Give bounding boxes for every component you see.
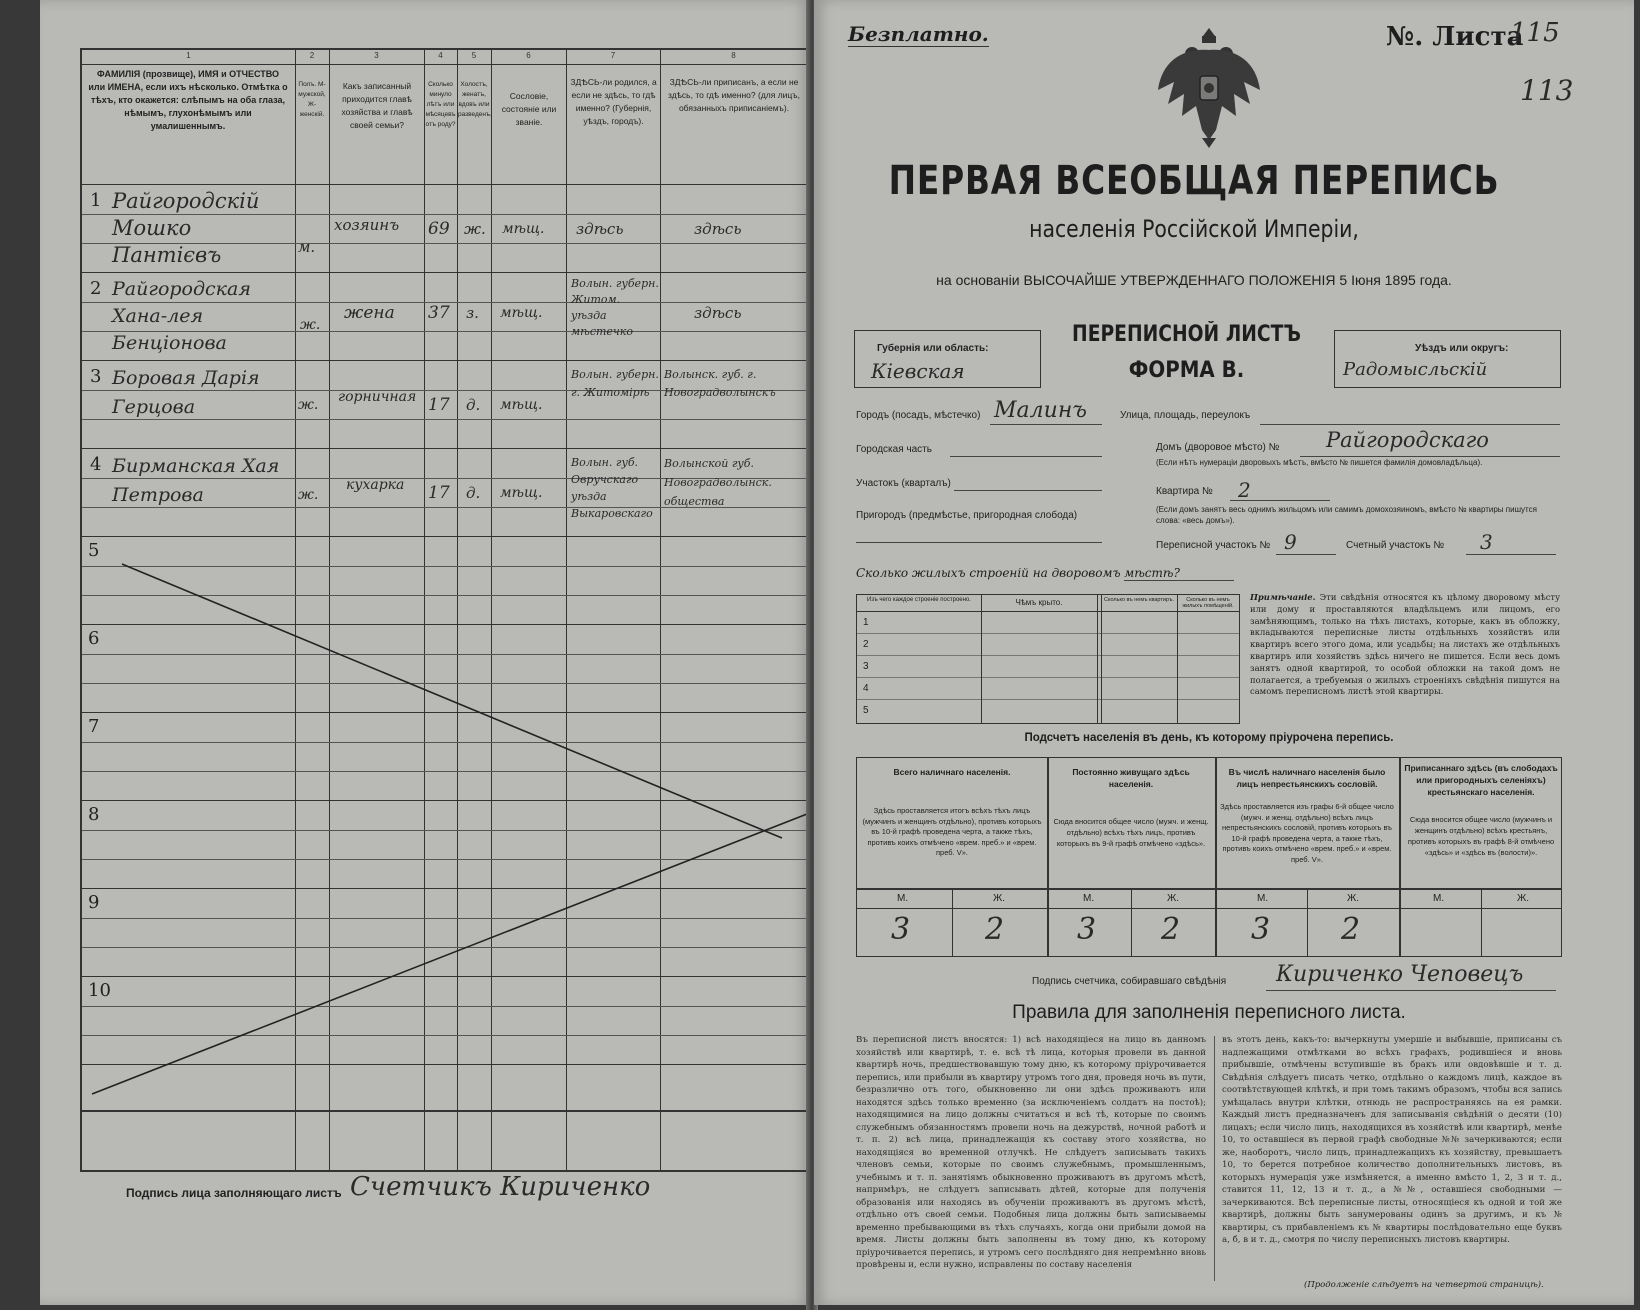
city-value: Малинъ [994, 398, 1087, 423]
count-head-total: Всего наличнаго населенія. [893, 767, 1011, 777]
row-4-marital: д. [466, 484, 481, 502]
col-header-estate: Сословіе, состояніе или званіе. [501, 91, 557, 127]
col-header-relation: Какъ записанный приходится главѣ хозяйства и главѣ своей семьи? [341, 81, 413, 130]
count-total-m: 3 [891, 912, 911, 947]
row-number-4: 4 [90, 454, 102, 475]
row-4-born: Волын. губ. Овручскаго уѣзда Выкаровскаго [571, 456, 653, 520]
count-section-label: Счетный участокъ № [1346, 540, 1445, 551]
count-permanent-f: 2 [1161, 912, 1181, 947]
col-number-3: 3 [374, 51, 379, 60]
row-2-estate: мѣщ. [500, 305, 543, 321]
buildings-header-apartments: Сколько въ немъ квартиръ. [1104, 597, 1174, 603]
row-number-9: 9 [88, 892, 100, 913]
row-3-registered: Волынск. губ. г. Новоградволынскъ [664, 368, 776, 399]
count-desc-permanent: Сюда вносится общее число (мужч. и женщ. отдѣльно) всѣхъ тѣхъ лицъ, противъ которыхъ въ 9-й графѣ отмѣчено «здѣсь». [1053, 817, 1209, 848]
buildings-question: Сколько жилыхъ строеній на дворовомъ мѣстѣ? [856, 566, 1180, 580]
row-3-estate: мѣщ. [500, 397, 543, 413]
document-title: ПЕРВАЯ ВСЕОБЩАЯ ПЕРЕПИСЬ [888, 158, 1500, 204]
continuation-note: (Продолженіе слѣдуетъ на четвертой страницѣ). [1304, 1280, 1544, 1290]
left-signature-value: Счетчикъ Кириченко [350, 1172, 651, 1202]
row-number-7: 7 [88, 716, 100, 737]
count-desc-total: Здѣсь проставляется итогъ всѣхъ тѣхъ лицъ (мужчинъ и женщинъ отдѣльно), противъ которыхъ въ 10-й графѣ проведена черта, а также тѣхъ, противъ коихъ отмѣчено «врем. преб.» и «врем. преб. V». [862, 806, 1042, 857]
district-label: Уѣздъ или округъ: [1415, 343, 1509, 354]
rules-column-1: Въ переписной листъ вносятся: 1) всѣ находящіеся на лицо въ данномъ хозяйствѣ или квартирѣ, т. е. всѣ тѣ лица, которыя провели въ данной квартирѣ ночь, предшествовавшую тому дню, къ которому пріурочивается перепись, или прибыли въ квартиру утромъ того дня, проведя ночь въ пути, безразлично отъ того, обыкновенно ли они здѣсь проживаютъ или находятся здѣсь только временно (за исключеніемъ солдатъ на постоѣ); находящимися на лицо должны считаться и всѣ тѣ, которые по своимъ служебнымъ обязанностямъ провели ночь на дежурствѣ, ночной работѣ и т. п. 2) всѣ лица, принадлежащія къ составу этого хозяйства, но находящіяся во временной отлучкѣ. Не слѣдуетъ записывать такихъ членовъ семьи, которые по своимъ служебнымъ, промышленнымъ, учебнымъ и т. п. занятіямъ обыкновенно проживаютъ въ другомъ мѣстѣ, напримѣръ, не слѣдуетъ записывать дѣтей, которые для полученія образованія или находясь въ обученіи проживаютъ въ другомъ мѣстѣ, отдѣльно отъ своей семьи. Подобныя лица должны быть записываемы временно пребывающими въ тѣхъ случаяхъ, когда они прибыли домой на время. Листы должны быть заполнены въ тому дню, къ которому пріурочивается перепись, и утромъ сего послѣдняго дня непремѣнно вновь провѣрены и, если нужно, исправлены по составу населенія [856, 1035, 1206, 1270]
sheet-number-alt: 113 [1520, 74, 1574, 107]
row-number-10: 10 [88, 980, 111, 1001]
buildings-header-roof: Чѣмъ крыто. [1015, 598, 1063, 607]
row-1-registered: здѣсь [694, 220, 742, 238]
col-header-sex: Полъ. М-мужской, Ж-женскій. [298, 81, 326, 118]
col-header-age: Сколько минуло лѣтъ или мѣсяцевъ отъ роду? [425, 81, 456, 128]
col-number-5: 5 [471, 51, 477, 60]
row-2-born: Волын. губерн. Житом. уѣзда мѣстечко [571, 277, 659, 338]
count-total-f: 2 [985, 912, 1005, 947]
mf-m-4: М. [1433, 893, 1445, 904]
note-text: Эти свѣдѣнія относятся къ цѣлому дворовому мѣсту или дому и проставляются владѣльцемъ или лицомъ, его замѣняющимъ, только на тѣхъ листахъ, которые, какъ въ обложку, вкладываются переписные листы отдѣльныхъ хозяйствъ или квартиръ всего этого дома, или усадьбы; на листахъ же отдѣльныхъ квартиръ или хозяйствъ здѣсь ничего не пишется. Если весь домъ занятъ одной квартирой, то особой обложки на такой домъ не полагается, а требуемыя о жилыхъ строеніяхъ свѣдѣнія пишутся на самомъ переписномъ листѣ этой квартиры. [1250, 592, 1560, 697]
crossed-out-rows-mark [82, 50, 807, 1170]
col-header-name: ФАМИЛІЯ (прозвище), ИМЯ и ОТЧЕСТВО или ИМЕНА, если ихъ нѣсколько. Отмѣтка о тѣхъ, кто окажется: слѣпымъ на оба глаза, нѣмымъ, глухонѣмымъ или умалишеннымъ. [88, 69, 288, 131]
row-1-sex: м. [298, 238, 316, 256]
free-stamp: Безплатно. [848, 22, 989, 46]
enumerator-signature: Кириченко Чеповецъ [1276, 962, 1524, 987]
district-value: Радомысльскій [1343, 359, 1488, 380]
row-4-estate: мѣщ. [500, 485, 543, 501]
mf-f-4: Ж. [1517, 893, 1530, 904]
col-number-1: 1 [186, 51, 191, 60]
mf-m-2: М. [1083, 893, 1095, 904]
row-4-age: 17 [428, 483, 450, 503]
rules-title: Правила для заполненія переписного листа. [1012, 1002, 1406, 1023]
row-3-name: Боровая Дарія Герцова [112, 367, 260, 418]
city-label: Городъ (посадъ, мѣстечко) [856, 410, 981, 421]
row-2-name: Райгородская Хана-лея Бенціонова [112, 278, 251, 354]
col-number-4: 4 [438, 51, 443, 60]
col-number-2: 2 [309, 51, 315, 60]
row-2-registered: здѣсь [694, 304, 742, 322]
right-page [814, 0, 1634, 1305]
buildings-header-material: Изъ чего каждое строеніе построено. [867, 597, 971, 603]
row-4-registered: Волынской губ. Новоградволынск. общества [664, 457, 772, 508]
census-household-table [80, 48, 809, 1172]
row-2-marital: з. [466, 304, 479, 322]
section-label: Участокъ (кварталъ) [856, 478, 951, 489]
province-value: Кіевская [871, 359, 965, 383]
mf-m-3: М. [1257, 893, 1269, 904]
house-value: Райгородскаго [1326, 428, 1489, 452]
house-note: (Если нѣтъ нумераціи дворовыхъ мѣстъ, вмѣсто № пишется фамилія домовладѣльца). [1156, 458, 1483, 467]
row-1-age: 69 [428, 219, 450, 239]
row-2-age: 37 [428, 303, 450, 323]
district-box [1334, 330, 1561, 388]
row-4-name: Бирманская Хая Петрова [112, 455, 280, 506]
population-count-title: Подсчетъ населенія въ день, къ которому пріурочена перепись. [1024, 732, 1394, 744]
count-section-value: 3 [1480, 530, 1493, 554]
rules-column-2: въ этотъ день, какъ-то: вычеркнуты умершіе и выбывшіе, приписаны съ надлежащими отмѣтками во всѣхъ графахъ, родившіеся и вновь прибывшіе, отмѣчены вступившіе въ бракъ или овдовѣвшіе и т. д. Свѣдѣнія слѣдуетъ писать четко, отдѣльно о каждомъ лицѣ, каждое въ соотвѣтствующей клѣткѣ, и при томъ такимъ образомъ, чтобы вся запись умѣщалась внутри клѣтки, отнюдь не распространяясь на ея рамки. Каждый листъ предназначенъ для записыванія свѣдѣній о десяти (10) лицахъ; если число лицъ, находящихся въ хозяйствѣ или квартирѣ, менѣе 10, то оставшіеся въ первой графѣ свободные №№ зачеркиваются; если же, наоборотъ, число лицъ, принадлежащихъ къ хозяйству, превышаетъ 10, то берется потребное количество дополнительныхъ листовъ, въ которыхъ нумерація уже измѣняется, а именно вмѣсто 1, 2, 3 и т. д., ставится 11, 12, 13 и т. д., а №№, оставшіеся свободными — зачеркиваются. Всѣ переписные листы, относящіеся къ одной и той же квартирѣ, должны быть занумерованы одинъ за другимъ, и къ № квартиры, съ прибавленіемъ къ № квартиры послѣдовательно еще буквъ а, б, в и т. д., смотря по числу переписныхъ листовъ квартиры. [1222, 1035, 1562, 1245]
buildings-note [1250, 592, 1560, 698]
imperial-eagle-icon [1154, 20, 1264, 150]
col-header-registered: ЗДѢСЬ-ли приписанъ, а если не здѣсь, то гдѣ именно? (для лицъ, обязанныхъ приписаніемъ). [668, 77, 800, 113]
left-page [40, 0, 810, 1305]
row-number-5: 5 [88, 540, 100, 561]
row-number-1: 1 [90, 190, 102, 211]
row-3-born: Волын. губерн. г. Житомірѣ [571, 368, 659, 399]
buildings-header-rooms: Сколько въ немъ жилыхъ помѣщеній. [1182, 597, 1234, 609]
row-3-sex: ж. [298, 397, 319, 413]
row-number-8: 8 [88, 804, 100, 825]
buildings-row-3: 3 [863, 661, 869, 672]
row-1-name: Райгородскій Мошко Пантієвъ [112, 189, 260, 267]
count-head-permanent: Постоянно живущаго здѣсь населенія. [1072, 767, 1190, 789]
document-basis: на основаніи ВЫСОЧАЙШЕ УТВЕРЖДЕННАГО ПОЛОЖЕНІЯ 5 Іюня 1895 года. [936, 272, 1452, 288]
row-number-2: 2 [90, 278, 102, 299]
sheet-number-label: №. Листа [1386, 22, 1524, 52]
col-number-7: 7 [610, 51, 616, 60]
population-count-table [856, 757, 1562, 957]
row-2-relation: жена [344, 303, 395, 323]
city-part-label: Городская часть [856, 444, 932, 455]
col-header-marital: Холостъ, женатъ, вдовъ или разведенъ. [458, 81, 492, 118]
apartment-value: 2 [1238, 478, 1251, 502]
row-4-sex: ж. [298, 487, 319, 503]
row-3-relation: горничная [338, 389, 417, 405]
count-head-peasant: Приписаннаго здѣсь (въ слободахъ или пригородныхъ селеніяхъ) крестьянскаго населенія. [1404, 763, 1558, 797]
count-nonpeasant-f: 2 [1341, 912, 1361, 947]
row-1-marital: ж. [464, 220, 486, 238]
count-desc-nonpeasant: Здѣсь проставляется изъ графы 6-й общее число (мужч. и женщ. отдѣльно) всѣхъ лицъ непрестьянскихъ сословій, противъ которыхъ въ 10-й графѣ проведена черта, а также тѣхъ, противъ коихъ отмѣчено «врем. преб.» и «врем. преб. V». [1220, 802, 1394, 864]
mf-f-3: Ж. [1347, 893, 1360, 904]
form-letter: ФОРМА В. [1128, 358, 1245, 383]
row-3-age: 17 [428, 395, 450, 415]
count-head-nonpeasant: Въ числѣ наличнаго населенія было лицъ непрестьянскихъ сословій. [1228, 767, 1386, 789]
col-header-born: ЗДѢСЬ-ли родился, а если не здѣсь, то гдѣ именно? (Губернія, уѣздъ, городъ). [570, 77, 657, 126]
sheet-number-value: 115 [1510, 18, 1560, 48]
apartment-label: Квартира № [1156, 486, 1213, 497]
count-desc-peasant: Сюда вносится общее число (мужчинъ и женщинъ отдѣльно) всѣхъ крестьянъ, противъ которыхъ въ графѣ 8-й отмѣчено «здѣсь» и «здѣсь въ (волости)». [1407, 815, 1555, 857]
col-number-8: 8 [731, 51, 736, 60]
street-label: Улица, площадь, переулокъ [1120, 410, 1251, 421]
census-section-value: 9 [1284, 530, 1297, 554]
suburb-label: Пригородъ (предмѣстье, пригородная слобода) [856, 510, 1078, 521]
buildings-row-4: 4 [863, 683, 869, 694]
form-title: ПЕРЕПИСНОЙ ЛИСТЪ [1072, 322, 1301, 347]
buildings-row-5: 5 [863, 705, 869, 716]
row-4-relation: кухарка [346, 477, 405, 493]
row-3-marital: д. [466, 396, 481, 414]
row-1-estate: мѣщ. [502, 221, 545, 237]
row-number-6: 6 [88, 628, 100, 649]
count-permanent-m: 3 [1077, 912, 1097, 947]
row-1-relation: хозяинъ [334, 216, 400, 234]
mf-f-1: Ж. [993, 893, 1006, 904]
count-nonpeasant-m: 3 [1251, 912, 1271, 947]
province-label: Губернія или область: [877, 343, 989, 354]
province-box [854, 330, 1041, 388]
mf-f-2: Ж. [1167, 893, 1180, 904]
row-2-sex: ж. [300, 317, 321, 333]
apartment-note: (Если домъ занятъ весь однимъ жильцомъ или самимъ домохозяиномъ, вмѣсто № квартиры пишутся слова: «весь домъ»). [1156, 505, 1537, 525]
left-signature-label: Подпись лица заполняющаго листъ [126, 1186, 342, 1200]
mf-m-1: М. [897, 893, 909, 904]
enumerator-label: Подпись счетчика, собиравшаго свѣдѣнія [1032, 976, 1227, 987]
buildings-row-1: 1 [863, 617, 869, 628]
col-number-6: 6 [526, 51, 531, 60]
document-subtitle: населенія Россійской Имперіи, [1029, 215, 1359, 243]
row-1-born: здѣсь [576, 220, 624, 238]
buildings-row-2: 2 [863, 639, 869, 650]
census-section-label: Переписной участокъ № [1156, 540, 1271, 551]
buildings-table [856, 594, 1240, 724]
house-label: Домъ (дворовое мѣсто) № [1156, 442, 1280, 453]
row-number-3: 3 [90, 366, 102, 387]
note-title: Примѣчаніе. [1250, 592, 1316, 602]
